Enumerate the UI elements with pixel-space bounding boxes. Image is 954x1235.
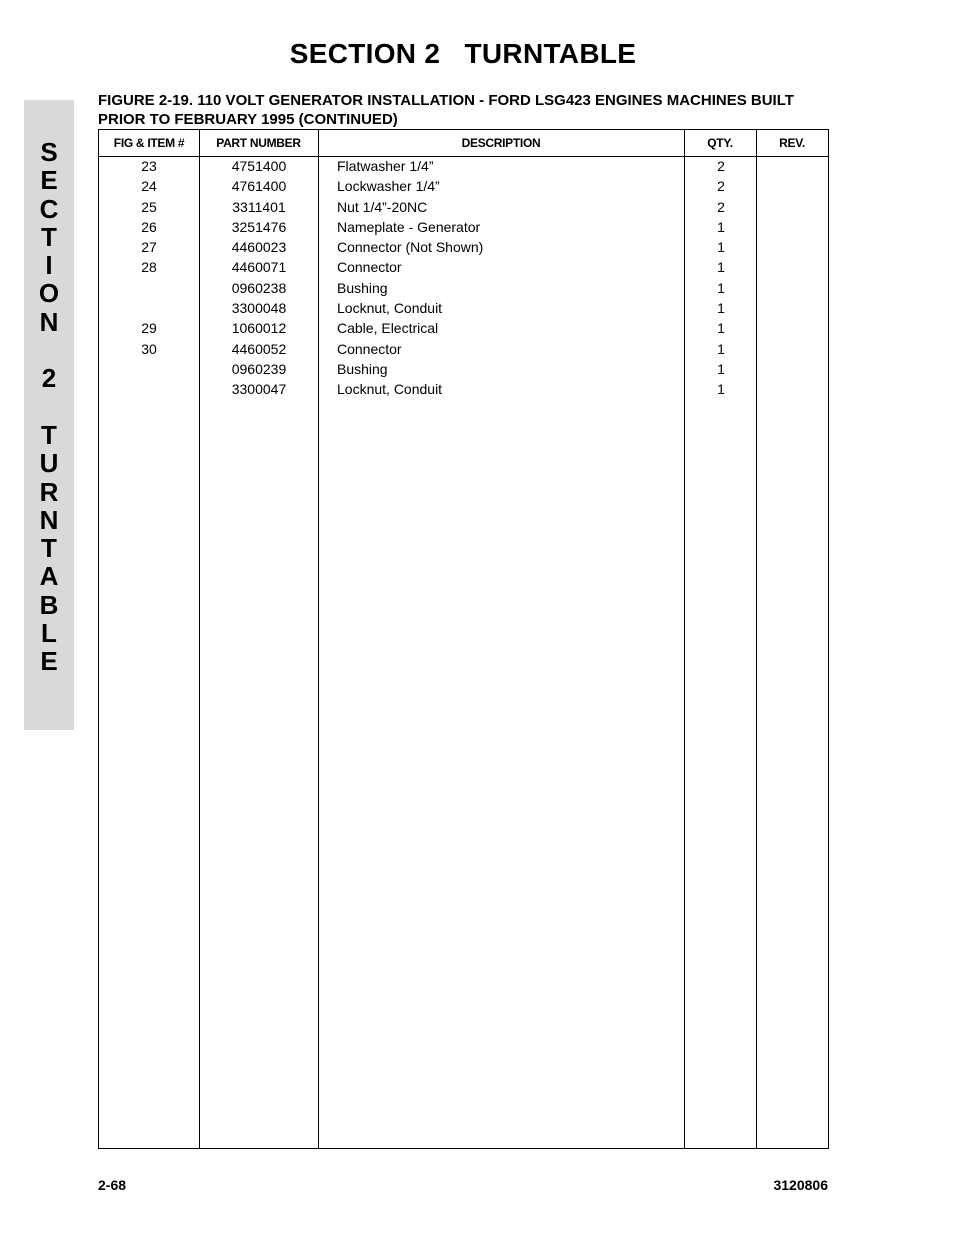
- side-tab-letter: E: [40, 646, 58, 677]
- table-row: [99, 279, 828, 299]
- item-number-cell: 24: [141, 178, 157, 195]
- figure-title: FIGURE 2-19. 110 VOLT GENERATOR INSTALLATION - FORD LSG423 ENGINES MACHINES BUILT PRIOR TO FEBRUARY 1995 (CONTINUED): [98, 92, 794, 128]
- side-tab-letter: C: [39, 193, 59, 224]
- part-number-cell: 3300047: [231, 381, 287, 398]
- description-cell: Connector: [337, 340, 402, 357]
- description-cell: Connector (Not Shown): [337, 239, 484, 256]
- table-row: [99, 340, 828, 360]
- table-row: [99, 360, 828, 380]
- section-side-tab: [24, 100, 74, 730]
- description-cell: Nut 1/4”-20NC: [337, 198, 428, 215]
- table-row: [99, 198, 828, 218]
- column-header-rev: REV.: [779, 136, 805, 150]
- quantity-cell: 2: [717, 158, 725, 174]
- quantity-cell: 1: [717, 218, 725, 235]
- side-tab-letter: A: [39, 561, 59, 592]
- side-tab-letter: O: [38, 278, 60, 309]
- page-number: 2-68: [98, 1177, 127, 1193]
- column-header-item: FIG & ITEM #: [113, 136, 185, 150]
- quantity-cell: 2: [717, 178, 725, 195]
- description-cell: Cable, Electrical: [337, 320, 439, 337]
- table-row: [99, 177, 828, 197]
- item-number-cell: 28: [141, 259, 157, 276]
- table-row: [99, 299, 828, 319]
- quantity-cell: 1: [717, 279, 725, 296]
- part-number-cell: 4761400: [231, 178, 287, 195]
- side-tab-letter: T: [41, 419, 57, 450]
- table-row: [99, 238, 828, 258]
- description-cell: Connector: [337, 259, 402, 276]
- table-row: [99, 258, 828, 278]
- parts-table: [98, 129, 829, 1149]
- part-number-cell: 3300048: [231, 300, 287, 317]
- side-tab-letter: T: [41, 221, 57, 252]
- side-tab-letter: I: [45, 250, 53, 281]
- column-header-qty: QTY.: [707, 136, 733, 150]
- side-tab-letter: B: [39, 589, 59, 620]
- side-tab-letter: L: [41, 618, 57, 649]
- side-tab-letter: E: [40, 165, 58, 196]
- part-number-cell: 1060012: [231, 320, 287, 337]
- quantity-cell: 1: [717, 239, 725, 256]
- quantity-cell: 1: [717, 259, 725, 276]
- item-number-cell: 27: [141, 239, 157, 256]
- table-row: [99, 218, 828, 238]
- column-header-description: DESCRIPTION: [461, 136, 541, 150]
- description-cell: Flatwasher 1/4”: [337, 158, 434, 174]
- table-body: [99, 157, 828, 401]
- side-tab-letter: N: [39, 306, 59, 337]
- description-cell: Bushing: [337, 279, 388, 296]
- side-tab-letter: T: [41, 533, 57, 564]
- description-cell: Locknut, Conduit: [337, 300, 443, 317]
- item-number-cell: 30: [141, 340, 157, 357]
- description-cell: Lockwasher 1/4”: [337, 178, 440, 195]
- quantity-cell: 1: [717, 300, 725, 317]
- column-header-part-number: PART NUMBER: [216, 136, 301, 150]
- description-cell: Locknut, Conduit: [337, 381, 443, 398]
- side-tab-letters: [24, 138, 74, 676]
- description-cell: Bushing: [337, 360, 388, 377]
- quantity-cell: 1: [717, 340, 725, 357]
- part-number-cell: 4460071: [231, 259, 287, 276]
- item-number-cell: 25: [141, 198, 157, 215]
- part-number-cell: 3251476: [231, 218, 287, 235]
- quantity-cell: 1: [717, 381, 725, 398]
- side-tab-letter: 2: [41, 363, 57, 394]
- table-row: [99, 157, 828, 177]
- quantity-cell: 1: [717, 320, 725, 337]
- item-number-cell: 23: [141, 158, 157, 174]
- page-title: SECTION 2 TURNTABLE: [289, 38, 637, 69]
- document-number: 3120806: [773, 1177, 828, 1193]
- part-number-cell: 3311401: [232, 198, 286, 215]
- item-number-cell: 26: [141, 218, 157, 235]
- table-row: [99, 319, 828, 339]
- part-number-cell: 4751400: [231, 158, 287, 174]
- description-cell: Nameplate - Generator: [337, 218, 481, 235]
- side-tab-letter: U: [39, 448, 59, 479]
- quantity-cell: 2: [717, 198, 725, 215]
- part-number-cell: 4460023: [231, 239, 287, 256]
- part-number-cell: 0960239: [231, 360, 287, 377]
- side-tab-letter: N: [39, 504, 59, 535]
- side-tab-letter: S: [40, 137, 58, 167]
- side-tab-letter: R: [39, 476, 59, 507]
- part-number-cell: 4460052: [231, 340, 287, 357]
- item-number-cell: 29: [141, 320, 157, 337]
- part-number-cell: 0960238: [231, 279, 287, 296]
- table-row: [99, 380, 828, 400]
- quantity-cell: 1: [717, 360, 725, 377]
